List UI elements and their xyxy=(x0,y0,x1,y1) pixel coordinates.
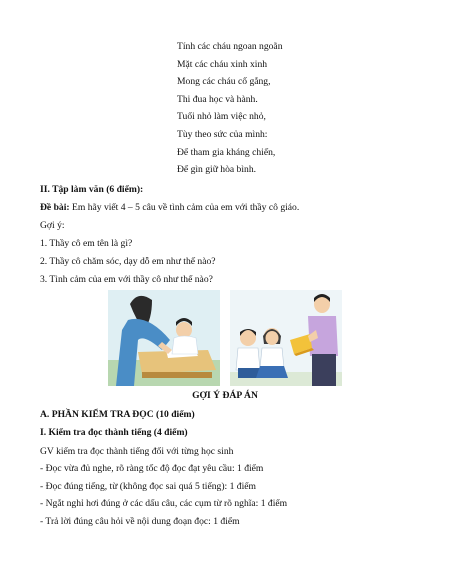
part1-heading: I. Kiểm tra đọc thành tiếng (4 điểm) xyxy=(40,427,188,438)
poem-line: Để gìn giữ hòa bình. xyxy=(177,164,257,176)
poem xyxy=(177,38,283,179)
task-prompt xyxy=(40,201,299,215)
section-heading-writing: II. Tập làm văn (6 điểm): xyxy=(40,184,144,195)
hint-label: Gợi ý: xyxy=(40,220,65,231)
answer-line: - Trả lời đúng câu hỏi về nội dung đoạn đọc: 1 điểm xyxy=(40,516,240,527)
answer-line: - Đọc đúng tiếng, từ (không đọc sai quá 5 tiếng): 1 điểm xyxy=(40,481,256,492)
poem-line: Tuổi nhỏ làm việc nhỏ, xyxy=(177,111,266,123)
hint-item: 2. Thầy cô chăm sóc, dạy dỗ em như thế nào? xyxy=(40,256,216,267)
poem-line: Thi đua học và hành. xyxy=(177,93,258,105)
poem-line: Mong các cháu cố gắng, xyxy=(177,76,271,88)
poem-line: Mặt các cháu xinh xinh xyxy=(177,58,268,70)
answer-line: - Đọc vừa đủ nghe, rõ ràng tốc độ đọc đạt yêu cầu: 1 điểm xyxy=(40,463,264,474)
poem-line: Tính các cháu ngoan ngoãn xyxy=(177,41,283,52)
poem-line: Để tham gia kháng chiến, xyxy=(177,146,276,158)
answer-title: GỢI Ý ĐÁP ÁN xyxy=(192,390,258,401)
poem-line: Tùy theo sức của mình: xyxy=(177,128,268,140)
hint-item: 1. Thầy cô em tên là gì? xyxy=(40,238,133,249)
hint-item: 3. Tình cảm của em với thầy cô như thế nào? xyxy=(40,274,213,285)
answer-line: - Ngắt nghỉ hơi đúng ở các dấu câu, các cụm từ rõ nghĩa: 1 điểm xyxy=(40,498,288,509)
answer-line: GV kiểm tra đọc thành tiếng đối với từng học sinh xyxy=(40,446,234,457)
section-a-heading: A. PHẦN KIỂM TRA ĐỌC (10 điểm) xyxy=(40,409,195,420)
task-text: Em hãy viết 4 – 5 câu về tình cảm của em với thầy cô giáo. xyxy=(69,202,300,213)
classroom-illustration xyxy=(108,290,342,386)
task-label: Đề bài: xyxy=(40,202,70,213)
